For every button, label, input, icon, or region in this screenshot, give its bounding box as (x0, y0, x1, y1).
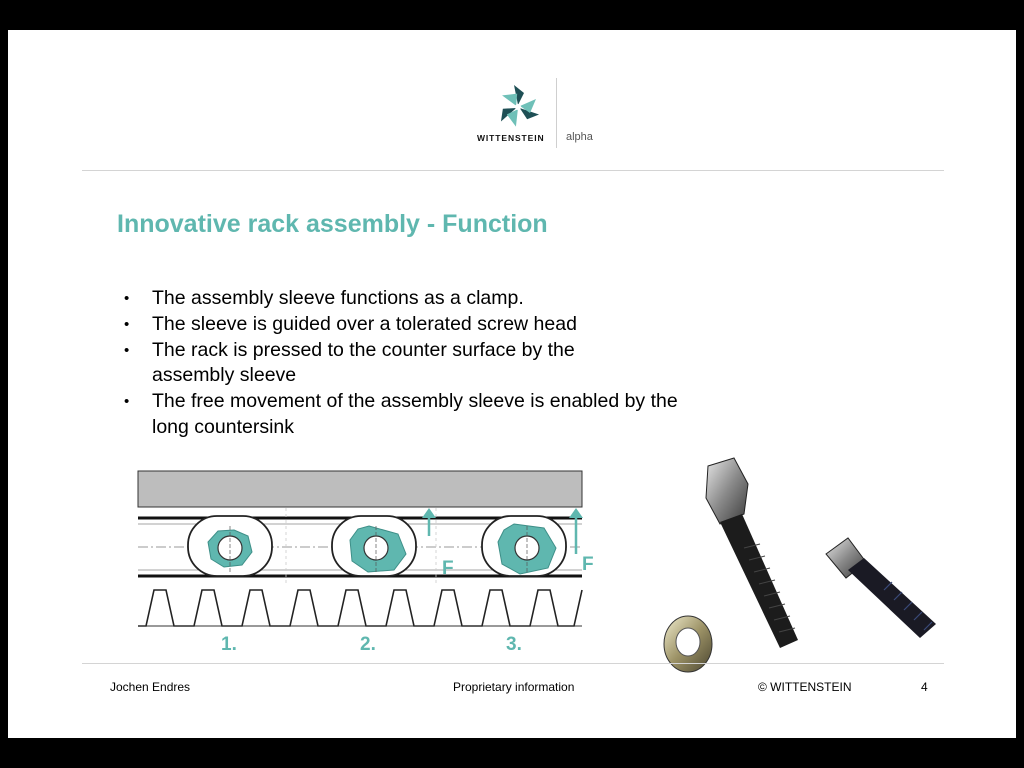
bullet-text: The assembly sleeve functions as a clamp. (152, 287, 524, 309)
footer-divider (82, 663, 944, 664)
footer-author: Jochen Endres (110, 680, 191, 694)
brand-subtitle: alpha (566, 131, 593, 143)
bullet-item (122, 389, 712, 441)
bullet-dot: • (124, 315, 130, 333)
footer-classification: Proprietary information (453, 680, 575, 694)
rack-assembly-diagram (136, 468, 594, 638)
bullet-item (122, 312, 712, 338)
cap-screw-icon (826, 538, 936, 638)
bullet-item (122, 338, 632, 390)
wittenstein-logo-icon (486, 80, 616, 180)
bullet-item (122, 286, 712, 312)
screw-and-sleeve-parts-image (648, 454, 948, 654)
page-number: 4 (921, 680, 928, 694)
force-label-1: F (442, 558, 454, 579)
bullet-dot: • (124, 290, 130, 307)
footer-copyright: © WITTENSTEIN (758, 680, 852, 694)
brand-name: WITTENSTEIN (477, 133, 545, 143)
bullet-text: The rack is pressed to the counter surface by the assembly sleeve (152, 338, 575, 387)
bullet-dot: • (124, 341, 130, 359)
bullet-list (122, 286, 712, 441)
step-label-2: 2. (360, 634, 376, 655)
brand-separator (556, 78, 557, 148)
sleeve-position-1 (188, 516, 272, 576)
step-label-1: 1. (221, 634, 237, 655)
header-divider (82, 170, 944, 171)
slide-title: Innovative rack assembly - Function (117, 210, 548, 238)
slide (8, 30, 1016, 738)
bullet-text: The free movement of the assembly sleeve is enabled by the long countersink (152, 390, 678, 438)
step-label-3: 3. (506, 634, 522, 655)
force-label-2: F (582, 554, 594, 575)
bullet-dot: • (124, 393, 130, 411)
screw-with-sleeve-icon (706, 458, 798, 648)
bullet-text: The sleeve is guided over a tolerated screw head (152, 312, 577, 335)
